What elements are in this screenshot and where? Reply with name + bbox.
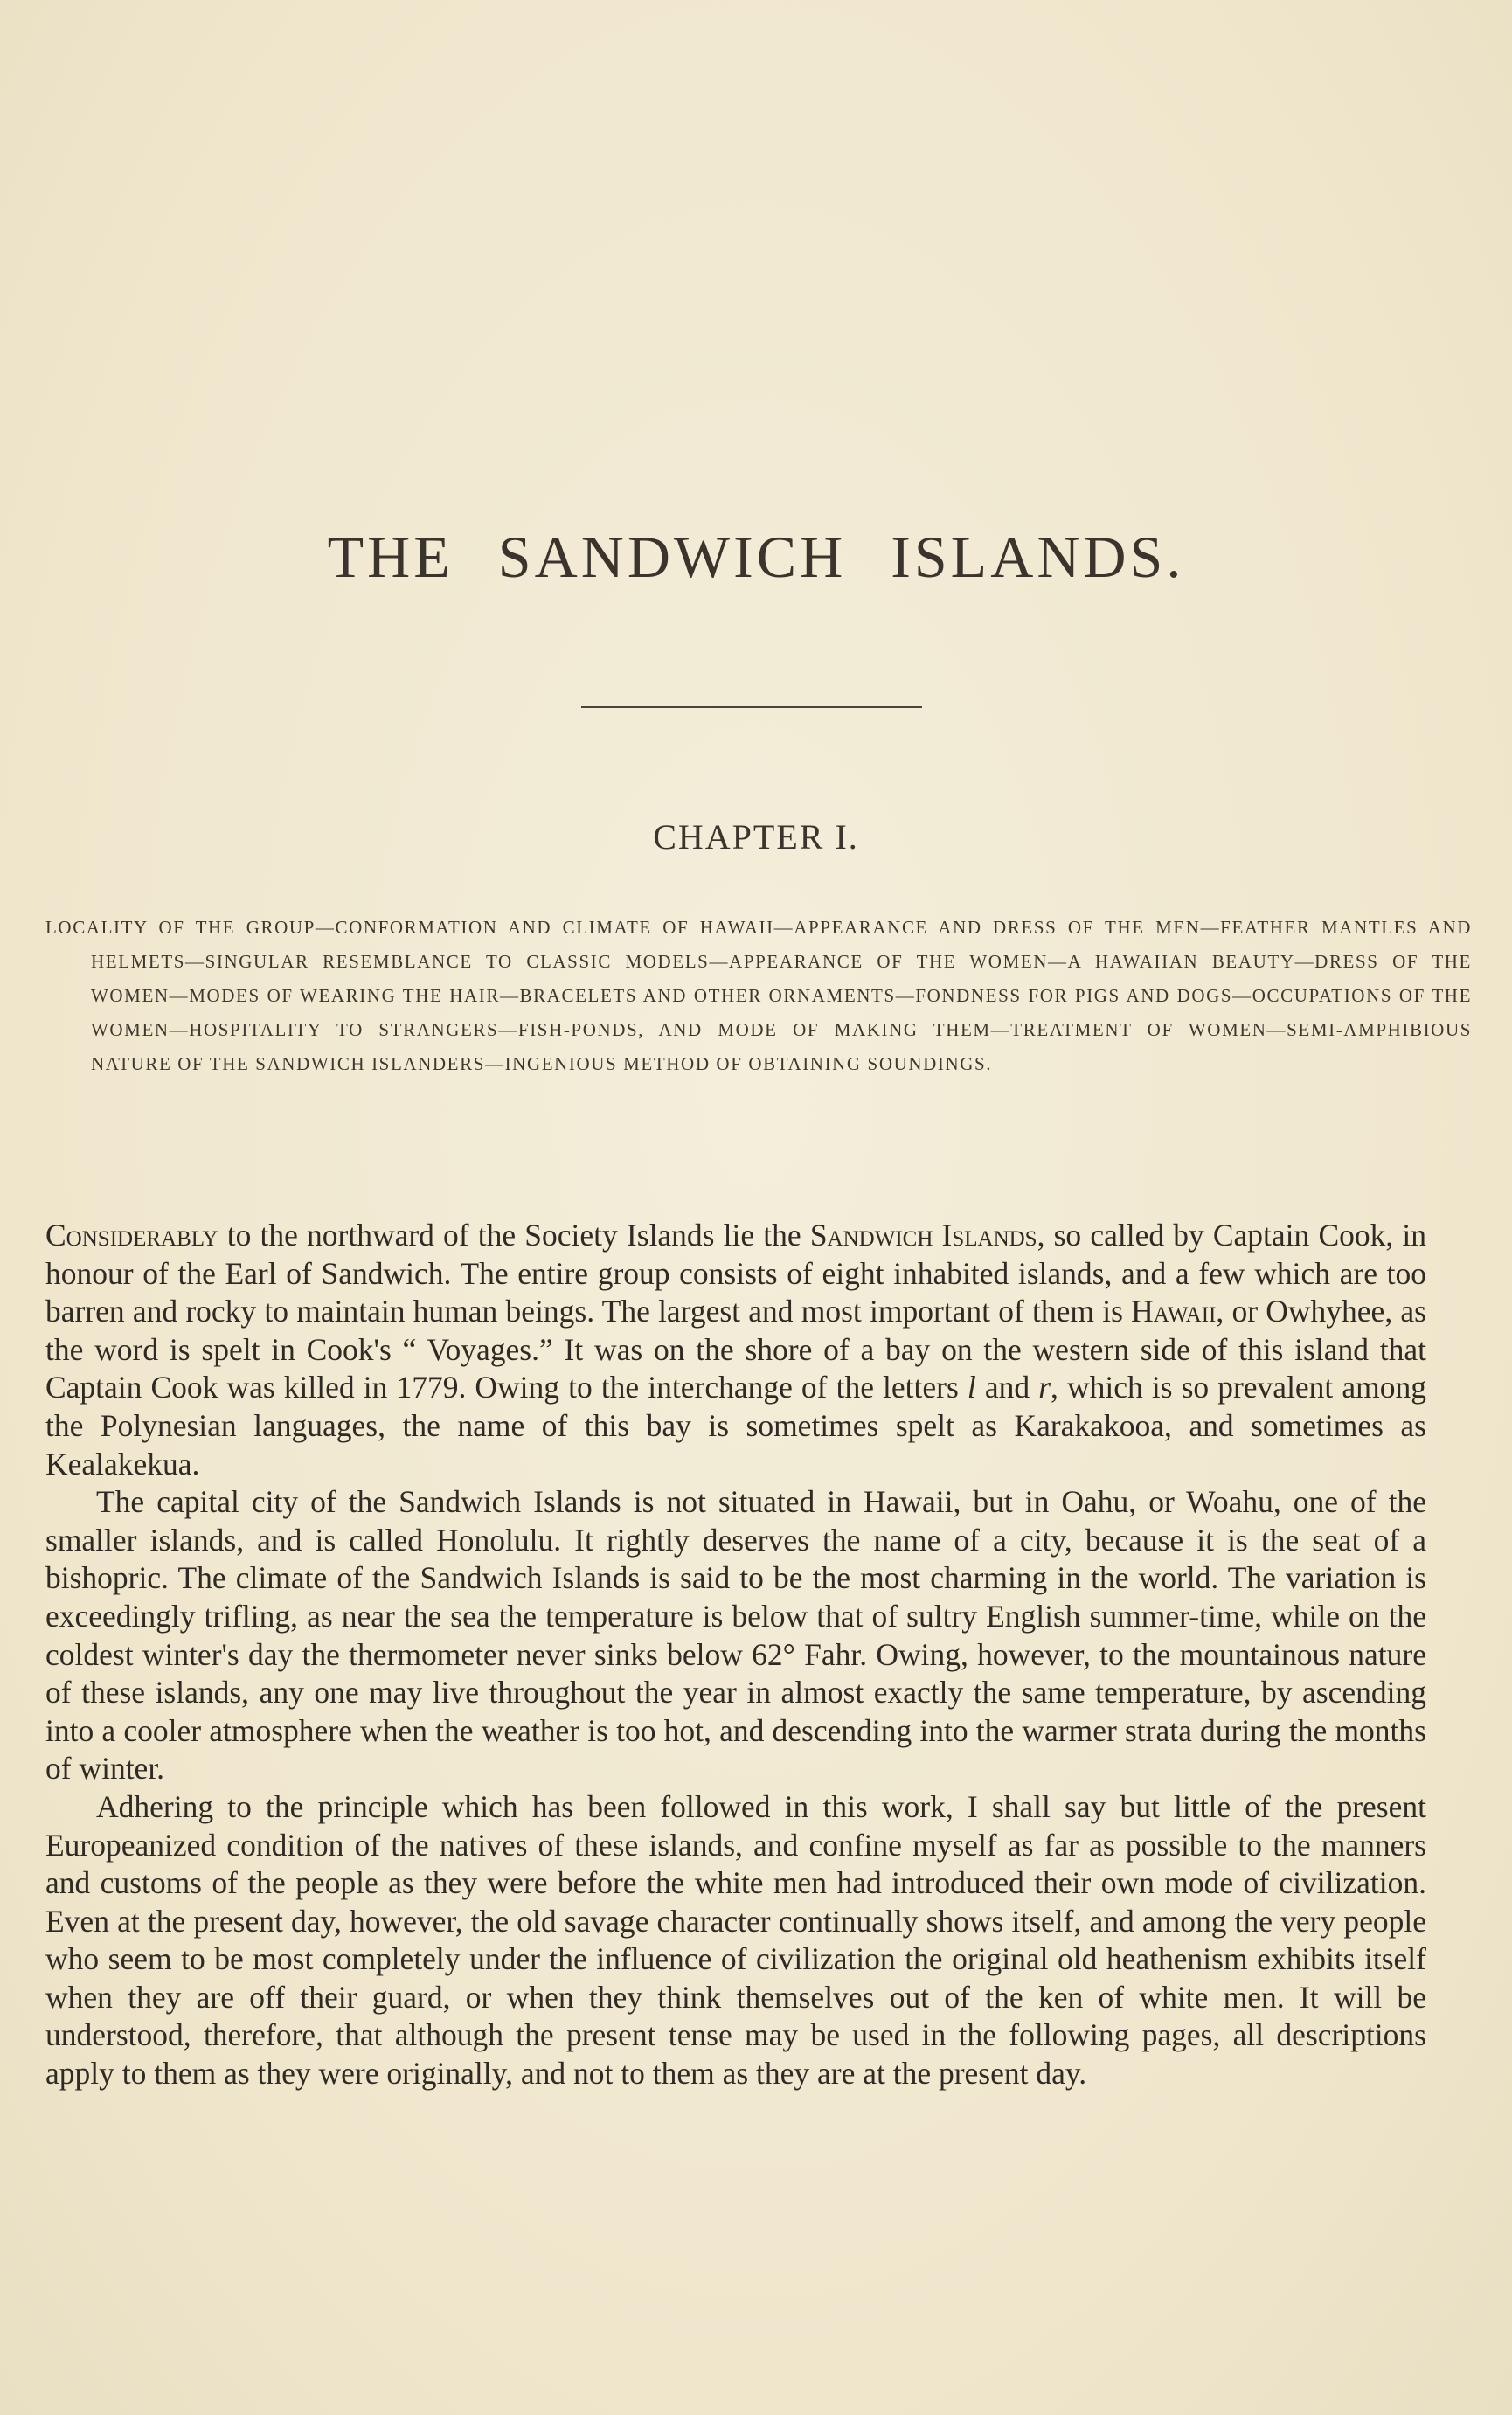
paragraph-1: Considerably to the northward of the Society Islands lie the Sandwich Islands, so called by Captain Cook, in honour of the Earl of Sandwich. The entire group consists of eight inhabited islands, and a few which are too barren and rocky to maintain human beings. The largest and most important of them is Hawaii, or Owhyhee, as the word is spelt in Cook's “ Voyages.” It was on the shore of a bay on the western side of this island that Captain Cook was killed in 1779. Owing to the interchange of the letters l and r, which is so prevalent among the Polynesian languages, the name of this bay is sometimes spelt as Karakakooa, and sometimes as Kealakekua. <box>45 1218 1427 1482</box>
lead-word: Considerably <box>45 1218 218 1253</box>
chapter-summary: LOCALITY OF THE GROUP—CONFORMATION AND CLIMATE OF HAWAII—APPEARANCE AND DRESS OF THE MEN—FEATHER MANTLES AND HELMETS—SINGULAR RESEMBLANCE TO CLASSIC MODELS—APPEARANCE OF THE WOMEN—A HAWAIIAN BEAUTY—DRESS OF THE WOMEN—MODES OF WEARING THE HAIR—BRACELETS AND OTHER ORNAMENTS—FONDNESS FOR PIGS AND DOGS—OCCUPATIONS OF THE WOMEN—HOSPITALITY TO STRANGERS—FISH-PONDS, AND MODE OF MAKING THEM—TREATMENT OF WOMEN—SEMI-AMPHIBIOUS NATURE OF THE SANDWICH ISLANDERS—INGENIOUS METHOD OF OBTAINING SOUNDINGS. <box>45 917 1472 1074</box>
chapter-body <box>45 1217 1426 2093</box>
place-name: Sandwich Islands <box>809 1218 1037 1253</box>
title-divider <box>581 706 922 708</box>
chapter-heading: CHAPTER I. <box>653 817 859 857</box>
paragraph-2: The capital city of the Sandwich Islands is not situated in Hawaii, but in Oahu, or Woahu, one of the smaller islands, and is called Honolulu. It rightly deserves the name of a city, because it is the seat of a bishopric. The climate of the Sandwich Islands is said to be the most charming in the world. The variation is exceedingly trifling, as near the sea the temperature is below that of sultry English summer-time, while on the coldest winter's day the thermometer never sinks below 62° Fahr. Owing, however, to the mountainous nature of these islands, any one may live throughout the year in almost exactly the same temperature, by ascending into a cooler atmosphere when the weather is too hot, and descending into the warmer strata during the months of winter. <box>45 1484 1426 1787</box>
page-title: THE SANDWICH ISLANDS. <box>327 524 1185 590</box>
letter-r: r <box>1038 1370 1051 1405</box>
letter-l: l <box>967 1370 976 1405</box>
paragraph-3: Adhering to the principle which has been followed in this work, I shall say but little of the present Europeanized condition of the natives of these islands, and confine myself as far as possible to the manners and customs of the people as they were before the white men had introduced their own mode of civilization. Even at the present day, however, the old savage character continually shows itself, and among the very people who seem to be most completely under the influence of civilization the original old heathenism exhibits itself when they are off their guard, or when they think themselves out of the ken of white men. It will be understood, therefore, that although the present tense may be used in the following pages, all descriptions apply to them as they were originally, and not to them as they are at the present day. <box>45 1788 1426 2092</box>
place-name: Hawaii <box>1131 1294 1217 1329</box>
